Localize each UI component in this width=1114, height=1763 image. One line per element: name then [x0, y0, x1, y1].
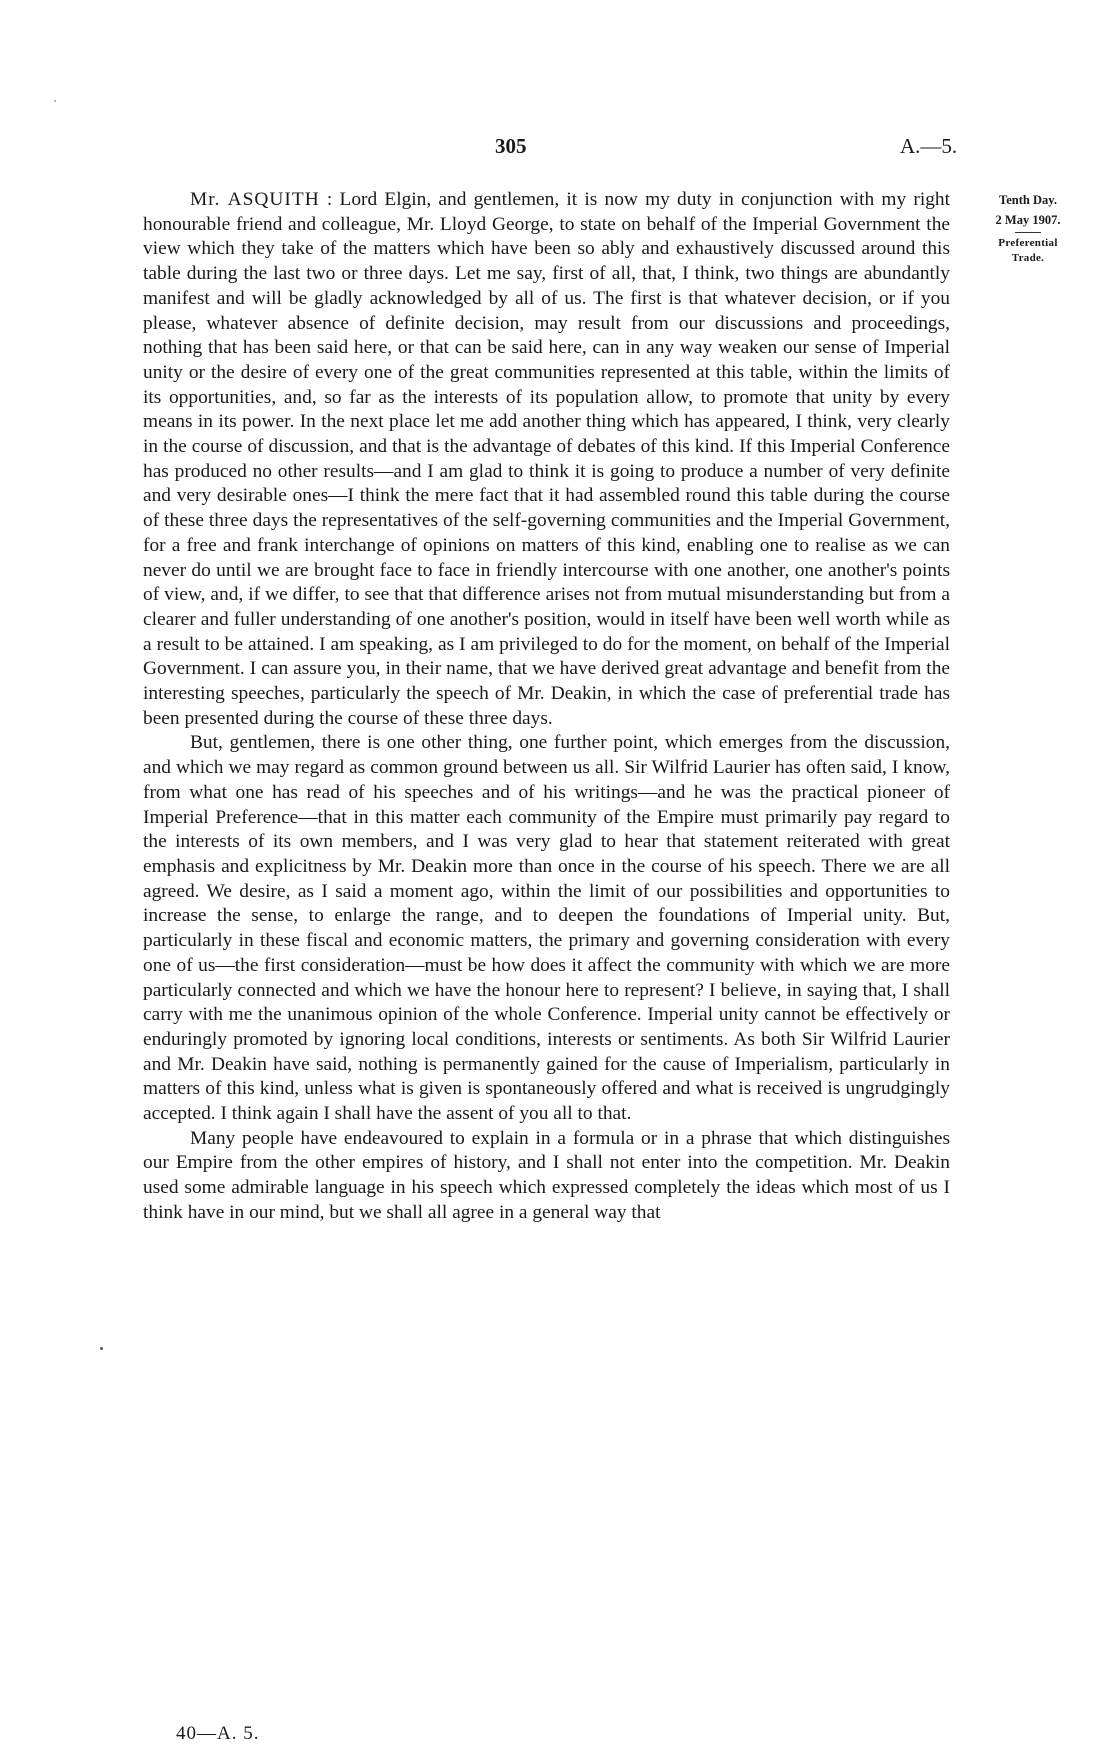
margin-subject-line-2: Trade.	[1011, 252, 1045, 264]
margin-rule	[1015, 232, 1041, 233]
margin-date: 2 May 1907.	[995, 213, 1061, 227]
margin-subject-line-1: Preferential	[998, 237, 1058, 249]
printer-signature: 40—A. 5.	[176, 1723, 260, 1744]
paragraph-3: Many people have endeavoured to explain in a formula or in a phrase that which distinguishes our Empire from the other empires of history, and I shall not enter into the competition. Mr. Deakin used some admirable language in his speech which expressed completely the ideas which most of us I think have in our mind, but we shall all agree in a general way that	[143, 1127, 950, 1223]
page-number: 305	[495, 134, 527, 158]
paragraph-2: But, gentlemen, there is one other thing, one further point, which emerges from the discussion, and which we may regard as common ground between us all. Sir Wilfrid Laurier has often said, I know, from what one has read of his speeches and of his writings—and he was the practical pioneer of Imperial Preference—that in this matter each community of the Empire must primarily pay regard to the interests of its own members, and I was very glad to hear that statement reiterated with great emphasis and explicitness by Mr. Deakin more than once in the course of his speech. There we are all agreed. We desire, as I said a moment ago, within the limit of our possibilities and opportunities to increase the sense, to enlarge the range, and to deepen the foundations of Imperial unity. But, particularly in these fiscal and economic matters, the primary and governing consideration with every one of us—the first consideration—must be how does it affect the community with which we are more particularly connected and which we have the honour here to represent? I believe, in saying that, I shall carry with me the unanimous opinion of the whole Conference. Imperial unity cannot be effectively or enduringly promoted by ignoring local conditions, interests or sentiments. As both Sir Wilfrid Laurier and Mr. Deakin have said, nothing is permanently gained for the cause of Imperialism, particularly in matters of this kind, unless what is given is spontaneously offered and what is received is ungrudgingly accepted. I think again I shall have the assent of you all to that.	[143, 732, 950, 1125]
body-text	[143, 188, 950, 1226]
paragraph-1-text: : Lord Elgin, and gentlemen, it is now my duty in conjunction with my right honourable friend and colleague, Mr. Lloyd George, to state on behalf of the Imperial Government the view which they take of the matters which have been so ably and exhaustively discussed around this table during the last two or three days. Let me say, first of all, that, I think, two things are abundantly manifest and will be gladly acknowledged by all of us. The first is that whatever decision, or if you please, whatever absence of definite decision, may result from our discussions and proceedings, nothing that has been said here, or that can be said here, can in any way weaken our sense of Imperial unity or the desire of every one of the great communities represented at this table, within the limits of its opportunities, and, so far as the interests of its population allow, to promote that unity by every means in its power. In the next place let me add another thing which has appeared, I think, very clearly in the course of discussion, and that is the advantage of debates of this kind. If this Imperial Conference has produced no other results—and I am glad to think it is going to produce a number of very definite and very desirable ones—I think the mere fact that it had assembled round this table during the course of these three days the representatives of the self-governing communities and the Imperial Government, for a free and frank interchange of opinions on matters of this kind, enabling one to realise as we can never do until we are brought face to face in friendly intercourse with one another, one another's points of view, and, if we differ, to see that that difference arises not from mutual misunderstanding but from a clearer and fuller understanding of one another's position, would in itself have been well worth while as a result to be attained. I am speaking, as I am privileged to do for the moment, on behalf of the Imperial Government. I can assure you, in their name, that we have derived great advantage and benefit from the interesting speeches, particularly the speech of Mr. Deakin, in which the case of preferential trade has been presented during the course of these three days.	[143, 189, 950, 729]
ink-speck	[100, 1347, 103, 1350]
paragraph-1	[143, 188, 950, 731]
ink-speck	[54, 100, 56, 102]
speaker-name: Mr. ASQUITH	[190, 189, 320, 210]
paper-reference: A.—5.	[900, 134, 958, 158]
margin-day: Tenth Day.	[999, 193, 1057, 207]
margin-note	[968, 190, 1088, 266]
